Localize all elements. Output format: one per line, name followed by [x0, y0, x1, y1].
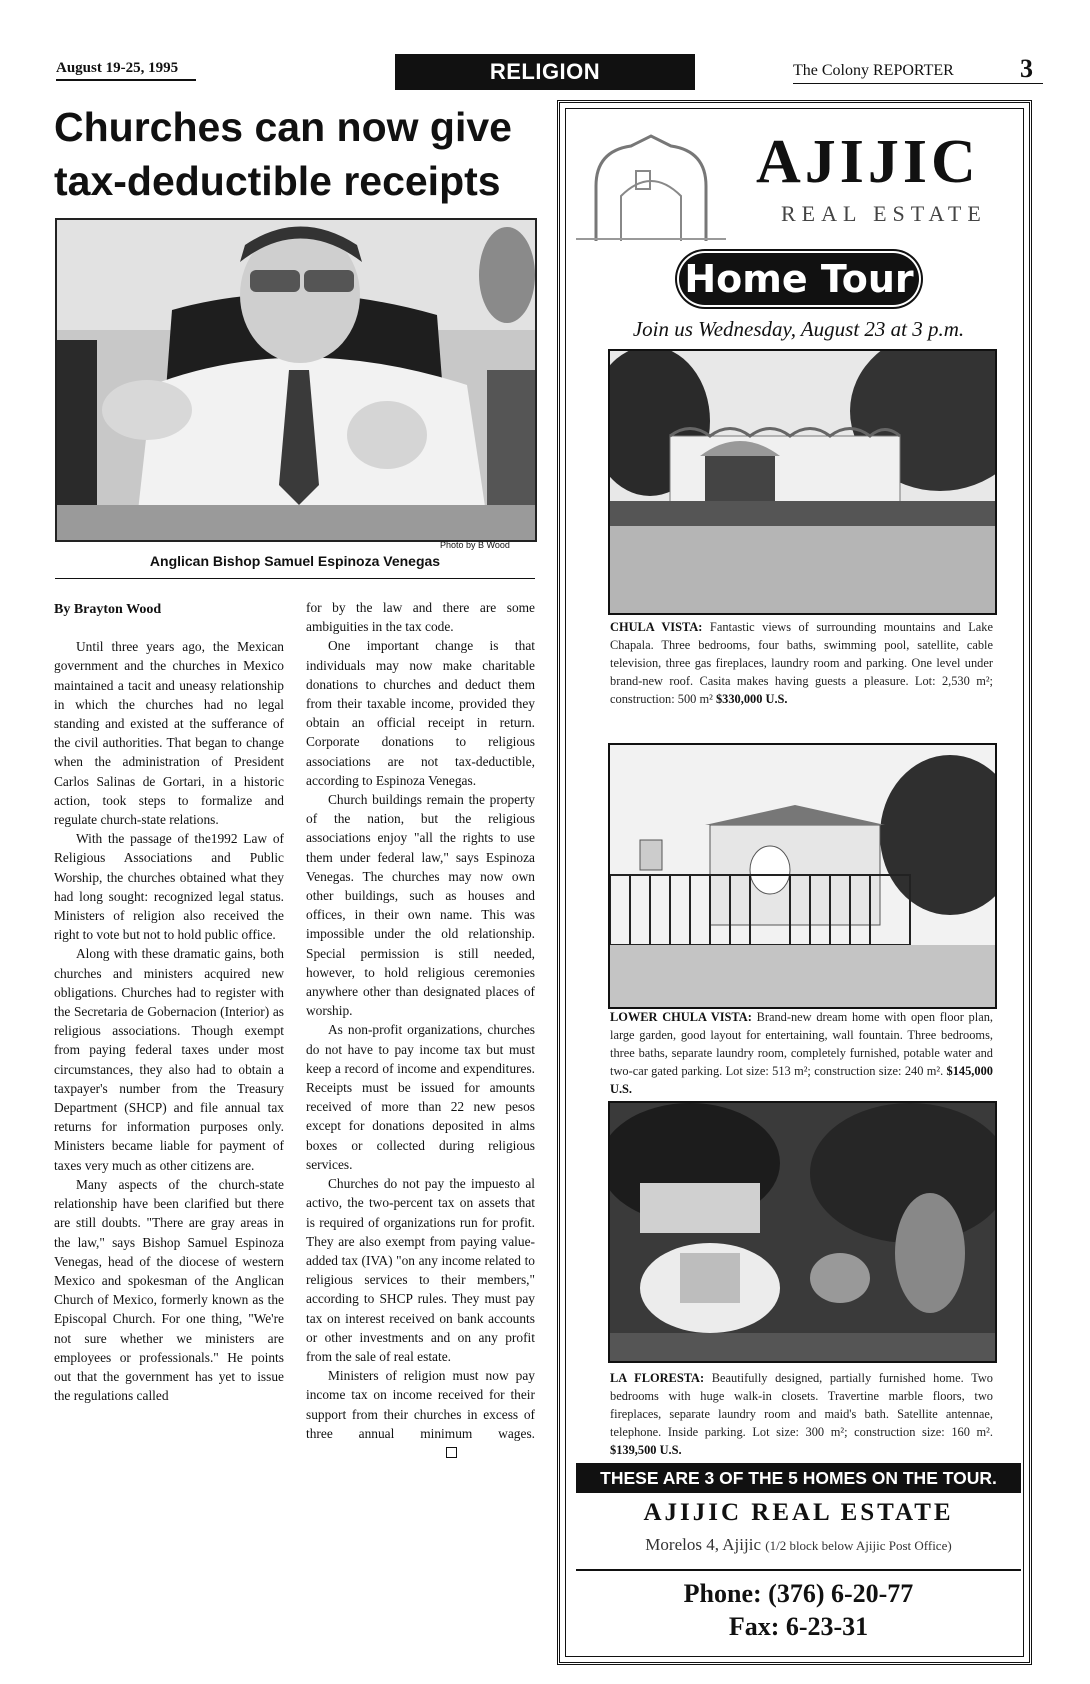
footer-logo: AJIJIC REAL ESTATE: [643, 1499, 954, 1526]
end-mark-icon: [446, 1447, 457, 1458]
tour-invitation: Join us Wednesday, August 23 at 3 p.m.: [632, 317, 965, 341]
address-note: (1/2 block below Ajijic Post Office): [765, 1538, 952, 1553]
phone-number: Phone: (376) 6-20-77: [683, 1579, 914, 1608]
photo-caption: Anglican Bishop Samuel Espinoza Venegas: [149, 553, 441, 569]
paragraph: One important change is that individuals may now make charitable donations to churches and deduct them from their taxable income, provided they obtain an official receipt in return. Corporate donations to religious associations are not tax-deductible, according to Espinoza Venegas.: [306, 638, 535, 788]
listing-description: Fantastic views of surrounding mountains and Lake Chapala. Three bedrooms, four baths, swimming pool, satellite, cable television, three gas fireplaces, laundry room and parking. One level under brand-new roof. Casita makes having guests a pleasure. Lot: 2,530 m²; construction: 500 m²: [610, 620, 993, 706]
paragraph: for by the law and there are some ambiguities in the tax code.: [306, 600, 535, 635]
article-column-2: [306, 598, 535, 1462]
paragraph: [306, 1366, 535, 1462]
tour-banner: THESE ARE 3 OF THE 5 HOMES ON THE TOUR.: [576, 1463, 1021, 1493]
caption-rule: [55, 578, 535, 579]
ad-logo-subtitle: REAL ESTATE: [781, 201, 987, 226]
paragraph: With the passage of the1992 Law of Religious Associations and Public Worship, the churches obtained what they had long sought: recognized legal status. Ministers of religion also received the right to vote but not to hold public office.: [54, 831, 284, 943]
section-label: RELIGION: [395, 54, 695, 90]
listing-price: $145,000 U.S.: [610, 1064, 993, 1096]
masthead-rule: [793, 83, 1043, 84]
ad-logo: AJIJIC: [756, 128, 980, 196]
photo-credit: Photo by B Wood: [440, 540, 510, 550]
listing-la-floresta: [610, 1369, 993, 1459]
listing-chula-vista: [610, 618, 993, 708]
paragraph-text: Ministers of religion must now pay income tax on income received for their support from their churches in excess of three annual minimum wages.: [306, 1368, 535, 1441]
home-tour-title: Home Tour: [679, 253, 919, 305]
address-text: Morelos 4, Ajijic: [645, 1535, 761, 1554]
lower-chula-vista-photo: [608, 743, 997, 1009]
newspaper-name: The Colony REPORTER: [793, 62, 954, 79]
real-estate-ad: [557, 100, 1032, 1665]
listing-lower-chula-vista: [610, 1008, 993, 1098]
paragraph: Until three years ago, the Mexican government and the churches in Mexico maintained a tacit and uneasy relationship in which the churches had no legal standing and existed at the sufferance of the civil authorities. That began to change when the administration of President Carlos Salinas de Gortari, in a historic action, took steps to formalize and regulate church-state relations.: [54, 639, 284, 828]
page-number: 3: [1020, 54, 1033, 83]
article-headline: Churches can now give tax-deductible receipts: [54, 104, 512, 204]
article-column-1: [54, 600, 284, 1405]
la-floresta-photo: [608, 1101, 997, 1363]
listing-description: Beautifully designed, partially furnished home. Two bedrooms with huge walk-in closets. Travertine marble floors, two fireplaces, separate laundry room and maid's bath. Satellite antennae, telephone. Inside parking. Lot size: 300 m²; construction size: 160 m².: [610, 1371, 993, 1439]
listing-name: LOWER CHULA VISTA:: [610, 1010, 752, 1024]
paragraph: Along with these dramatic gains, both churches and ministers acquired new obligations. Churches had to register with the Secretaria de Gobernacion (Interior) as religious associations. Though exempt from paying federal taxes under most circumstances, they also had to obtain a taxpayer's number from the Treasury Department (SHCP) and file annual tax returns for information purposes only. Ministers became liable for payment of taxes very much as other citizens are.: [54, 946, 284, 1173]
paragraph: Churches do not pay the impuesto al activo, the two-percent tax on assets that is required of organizations run for profit. They are also exempt from paying value-added tax (IVA) "on any income related to religious services to their members," according to SHCP rules. They must pay tax on interest received on bank accounts or other investments and on any profit from the sale of real estate.: [306, 1176, 535, 1364]
listing-name: LA FLORESTA:: [610, 1371, 705, 1385]
paragraph: Church buildings remain the property of the nation, but the religious associations enjoy "all the rights to use them under federal law," says Espinoza Venegas. The churches may now own other buildings, such as houses and offices, in their own name. This was impossible under the old relationship. Special permission is still needed, however, to hold religious ceremonies anywhere other than designated places of worship.: [306, 792, 535, 1019]
issue-date: August 19-25, 1995: [56, 60, 196, 81]
listing-price: $139,500 U.S.: [610, 1443, 682, 1457]
listing-price: $330,000 U.S.: [715, 692, 788, 706]
fax-number: Fax: 6-23-31: [728, 1612, 869, 1641]
bishop-photo: [55, 218, 537, 542]
listing-description: Brand-new dream home with open floor plan, large garden, good layout for entertaining, wall fountain. Three bedrooms, three baths, separate laundry room, completely furnished, potable water and two-car gated parking. Lot size: 513 m²; construction size: 240 m².: [610, 1010, 993, 1078]
paragraph: Many aspects of the church-state relationship have been clarified but there are still doubts. "There are gray areas in the law," says Bishop Samuel Espinoza Venegas, head of the diocese of western Mexico and spokesman of the Anglican Church of Mexico, formerly known as the Episcopal Church. For one thing, "We're not sure whether we ministers are employees or professionals." He points out that the government has yet to issue the regulations called: [54, 1176, 284, 1404]
office-address: [566, 1535, 1031, 1555]
chula-vista-photo: [608, 349, 997, 615]
byline: By Brayton Wood: [54, 602, 162, 617]
listing-name: CHULA VISTA:: [610, 620, 703, 634]
arch-logo-icon: [576, 131, 726, 241]
paragraph: As non-profit organizations, churches do not have to pay income tax but must keep a record of income and expenditures. Receipts must be issued for amounts received of more than 22 new pesos except for donations deposited in alms boxes or collected during religious services.: [306, 1022, 535, 1172]
